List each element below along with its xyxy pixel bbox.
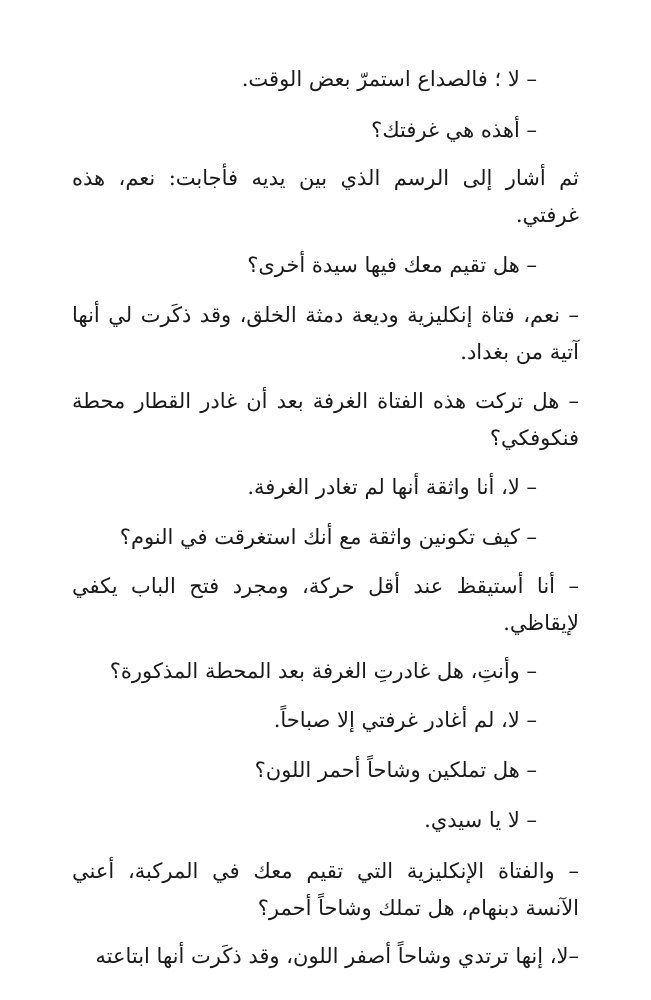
paragraph-1: – لا ؛ فالصداع استمرّ بعض الوقت. [241,67,537,91]
paragraph-5: – نعم، فتاة إنكليزية وديعة دمثة الخلق، وقد ذكَرت لي أنها آتية من بغداد. [72,303,579,364]
paragraph-13: – لا يا سيدي. [424,808,537,832]
paragraph-6: – هل تركت هذه الفتاة الغرفة بعد أن غادر القطار محطة فنكوفكي؟ [72,389,579,450]
paragraph-8: – كيف تكونين واثقة مع أنك استغرقت في النوم؟ [119,525,537,549]
paragraph-11: – لا، لم أغادر غرفتي إلا صباحاً. [273,708,537,732]
paragraph-9: – أنا أستيقظ عند أقل حركة، ومجرد فتح الباب يكفي لإيقاظي. [72,574,579,635]
paragraph-2: – أهذه هي غرفتك؟ [371,118,537,142]
paragraph-12: – هل تملكين وشاحاً أحمر اللون؟ [254,758,537,782]
paragraph-14: – والفتاة الإنكليزية التي تقيم معك في المركبة، أعني الآنسة دبنهام، هل تملك وشاحاً أحمر؟ [72,859,579,920]
paragraph-7: – لا، أنا واثقة أنها لم تغادر الغرفة. [247,475,537,499]
paragraph-3: ثم أشار إلى الرسم الذي بين يديه فأجابت: نعم، هذه غرفتي. [72,166,579,227]
paragraph-15: –لا، إنها ترتدي وشاحاً أصفر اللون، وقد ذكَرت أنها ابتاعته [95,944,579,968]
paragraph-10: – وأنتِ، هل غادرتِ الغرفة بعد المحطة المذكورة؟ [109,659,537,683]
paragraph-4: – هل تقيم معك فيها سيدة أخرى؟ [247,253,537,277]
